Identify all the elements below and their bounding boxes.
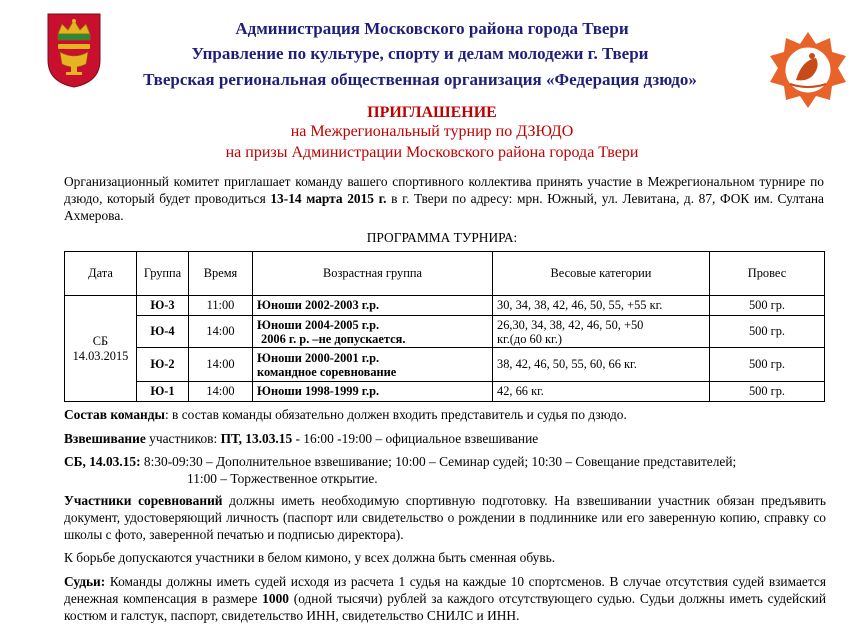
col-header-group: Группа [137,252,189,296]
col-header-age: Возрастная группа [253,252,493,296]
judges-amount: 1000 [262,591,289,606]
team-paragraph [64,406,826,423]
saturday-paragraph [64,453,826,470]
participants-paragraph [64,492,826,543]
age-line-1: Юноши 2000-2001 г.р. [257,350,380,365]
intro-text-1: Организационный комитет приглашает команду вашего спортивного коллектива принять участие в Межрегиональном турнире по дзюдо, который будет проводиться [64,174,824,206]
weights-line-1: 26,30, 34, 38, 42, 46, 50, +50 [497,317,644,332]
proves-cell: 500 гр. [710,316,825,348]
team-label: Состав команды [64,407,165,422]
age-cell [253,348,493,382]
program-title: ПРОГРАММА ТУРНИРА: [366,230,518,245]
saturday-label: СБ, 14.03.15: [64,454,141,469]
judges-text-2: (одной тысячи) рублей за каждого отсутствующего судью. Судьи должны иметь судейский костюм и галстук, паспорт, свидетельство ИНН, свидетельство СНИЛС и ИНН. [64,591,827,623]
weights-cell [493,316,710,348]
col-header-weights: Весовые категории [493,252,710,296]
group-cell: Ю-2 [137,348,189,382]
header-line-1: Администрация Московского района города Твери [235,19,629,38]
weigh-date: ПТ, 13.03.15 [220,431,293,446]
group-cell: Ю-1 [137,382,189,402]
weights-cell: 42, 66 кг. [493,382,710,402]
age-line-2: командное соревнование [257,364,397,379]
table-row [65,382,825,402]
table-row [65,316,825,348]
program-table [64,251,825,402]
time-cell: 11:00 [189,296,253,316]
group-cell: Ю-4 [137,316,189,348]
invitation-subtitle-1: на Межрегиональный турнир по ДЗЮДО [290,123,574,140]
weigh-text-2: - 16:00 -19:00 – официальное взвешивание [292,431,539,446]
judges-label: Судьи: [64,574,106,589]
date-day: СБ [92,333,109,348]
judges-paragraph [64,573,826,624]
proves-cell: 500 гр. [710,382,825,402]
group-cell: Ю-3 [137,296,189,316]
date-cell [65,296,137,402]
age-line-1: Юноши 2004-2005 г.р. [257,317,380,332]
team-text: : в состав команды обязательно должен входить представитель и судья по дзюдо. [164,407,627,422]
kimono-paragraph: К борьбе допускаются участники в белом кимоно, у всех должна быть сменная обувь. [64,550,556,565]
intro-paragraph [64,173,824,224]
date-value: 14.03.2015 [72,348,129,363]
weights-cell: 30, 34, 38, 42, 46, 50, 55, +55 кг. [493,296,710,316]
weights-cell: 38, 42, 46, 50, 55, 60, 66 кг. [493,348,710,382]
age-line-2: 2006 г. р. –не допускается. [261,331,406,346]
proves-cell: 500 гр. [710,348,825,382]
invitation-title: ПРИГЛАШЕНИЕ [367,104,497,121]
saturday-paragraph-line-2: 11:00 – Торжественное открытие. [187,471,378,486]
judges-text-1: Команды должны иметь судей исходя из расчета 1 судья на каждые 10 спортсменов. В случае отсутствия судей взимается денежная компенсация в размере [64,574,826,606]
col-header-time: Время [189,252,253,296]
time-cell: 14:00 [189,382,253,402]
time-cell: 14:00 [189,348,253,382]
intro-text-2: в г. Твери по адресу: мрн. Южный, ул. Левитана, д. 87, ФОК им. Султана Ахмерова. [64,191,824,223]
age-cell [253,316,493,348]
table-row [65,348,825,382]
header-line-3: Тверская региональная общественная организация «Федерация дзюдо» [143,70,697,89]
weigh-label: Взвешивание [64,431,146,446]
table-row [65,296,825,316]
saturday-text-1: 8:30-09:30 – Дополнительное взвешивание; 10:00 – Семинар судей; 10:30 – Совещание представителей; [140,454,737,469]
weigh-text-1: участников: [145,431,221,446]
col-header-date: Дата [65,252,137,296]
weigh-paragraph [64,430,826,447]
invitation-subtitle-2: на призы Администрации Московского района города Твери [225,144,639,161]
col-header-proves: Провес [710,252,825,296]
participants-label: Участники соревнований [64,493,223,508]
age-cell: Юноши 2002-2003 г.р. [253,296,493,316]
age-cell: Юноши 1998-1999 г.р. [253,382,493,402]
participants-text: должны иметь необходимую спортивную подготовку. На взвешивании участник обязан предъявить документ, удостоверяющий личность (паспорт или свидетельство о рождении в подлиннике или его заверенную копию, справку со школы с фото, заверенной печатью и подписью директора). [64,493,826,542]
weights-line-2: кг.(до 60 кг.) [497,331,562,346]
time-cell: 14:00 [189,316,253,348]
table-header-row [65,252,825,296]
intro-dates: 13-14 марта 2015 г. [270,191,387,206]
proves-cell: 500 гр. [710,296,825,316]
header-line-2: Управление по культуре, спорту и делам молодежи г. Твери [191,44,649,63]
